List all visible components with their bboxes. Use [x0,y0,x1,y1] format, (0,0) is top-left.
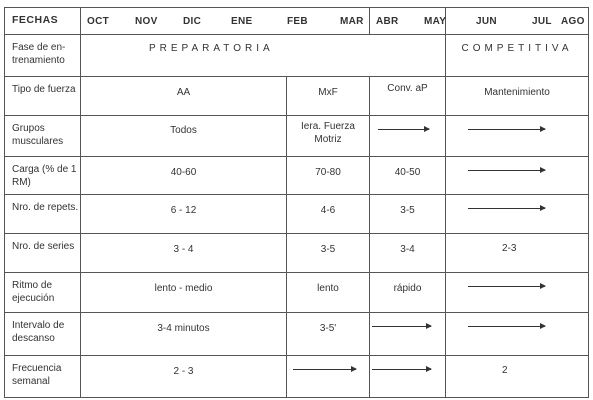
series-c1: 3 - 4 [81,234,287,273]
carga-c4 [446,157,589,195]
row-tipo [5,77,589,116]
continue-arrow-icon [468,286,545,287]
series-c4 [446,234,589,273]
month-jul: JUL [532,16,552,27]
series-c3: 3-4 [370,234,446,273]
tipo-c2: MxF [287,77,370,116]
month-mar: MAR [340,16,364,27]
row-fase [5,35,589,77]
repets-label: Nro. de repets. [5,195,81,234]
row-carga [5,157,589,195]
month-ene: ENE [231,16,253,27]
phase-preparatoria: PREPARATORIA [81,35,446,77]
month-oct: OCT [87,16,110,27]
row-series [5,234,589,273]
frecuencia-label: Frecuencia semanal [5,356,81,398]
continue-arrow-icon [372,326,431,327]
frecuencia-c4 [446,356,589,398]
ritmo-c2: lento [287,273,370,313]
continue-arrow-icon [468,208,545,209]
fase-label: Fase de en-trenamiento [5,35,81,77]
month-dic: DIC [183,16,202,27]
month-jun: JUN [476,16,497,27]
month-feb: FEB [287,16,308,27]
month-may: MAY [424,16,447,27]
frecuencia-c3 [370,356,446,398]
month-abr: ABR [376,16,399,27]
tipo-c4: Mantenimiento [446,77,589,116]
continue-arrow-icon [293,369,356,370]
repets-c2: 4-6 [287,195,370,234]
fechas-label: FECHAS [5,8,81,35]
repets-c4 [446,195,589,234]
continue-arrow-icon [468,129,545,130]
continue-arrow-icon [372,369,431,370]
row-ritmo [5,273,589,313]
tipo-c3: Conv. aP [370,77,446,116]
months-oct-mar [81,8,370,35]
continue-arrow-icon [468,170,545,171]
grupos-c1: Todos [81,116,287,157]
carga-label: Carga (% de 1 RM) [5,157,81,195]
grupos-label: Grupos musculares [5,116,81,157]
carga-c1: 40-60 [81,157,287,195]
ritmo-label: Ritmo de ejecución [5,273,81,313]
intervalo-c2: 3-5' [287,313,370,356]
frecuencia-c4-value: 2 [502,365,508,376]
repets-c1: 6 - 12 [81,195,287,234]
frecuencia-c1: 2 - 3 [81,356,287,398]
ritmo-c3: rápido [370,273,446,313]
grupos-c3 [370,116,446,157]
series-c4-value: 2-3 [502,243,517,254]
ritmo-c1: lento - medio [81,273,287,313]
tipo-label: Tipo de fuerza [5,77,81,116]
row-repets [5,195,589,234]
row-frecuencia [5,356,589,398]
phase-competitiva: COMPETITIVA [446,35,589,77]
repets-c3: 3-5 [370,195,446,234]
month-ago: AGO [561,16,585,27]
carga-c2: 70-80 [287,157,370,195]
continue-arrow-icon [378,129,429,130]
months-abr-may [370,8,446,35]
month-nov: NOV [135,16,158,27]
grupos-c4 [446,116,589,157]
header-row [5,8,589,35]
carga-c3: 40-50 [370,157,446,195]
tipo-c1: AA [81,77,287,116]
frecuencia-c2 [287,356,370,398]
row-intervalo [5,313,589,356]
series-c2: 3-5 [287,234,370,273]
row-grupos [5,116,589,157]
series-label: Nro. de series [5,234,81,273]
intervalo-c4 [446,313,589,356]
intervalo-label: Intervalo de descanso [5,313,81,356]
months-jun-ago [446,8,589,35]
grupos-c2: Iera. Fuerza Motriz [287,116,370,157]
intervalo-c3 [370,313,446,356]
intervalo-c1: 3-4 minutos [81,313,287,356]
training-plan-table [4,7,589,398]
continue-arrow-icon [468,326,545,327]
ritmo-c4 [446,273,589,313]
